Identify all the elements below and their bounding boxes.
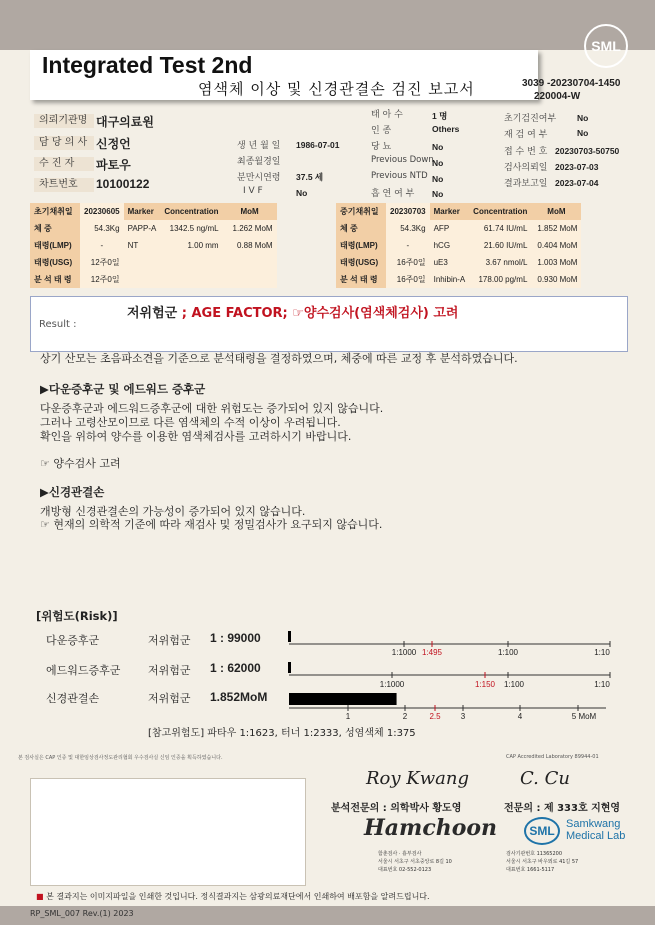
second-lmp-label: 태령(LMP) <box>336 237 386 254</box>
page-title: Integrated Test 2nd <box>42 52 253 78</box>
accreditation-note: 본 검사실은 CAP 인증 및 대한임상검사정도관리협회 우수검사실 신임 인증을 획득하였습니다. <box>18 755 223 761</box>
form-code: RP_SML_007 Rev.(1) 2023 <box>30 909 134 918</box>
institution-label: 의뢰기관명 <box>34 114 94 128</box>
report-date-label: 결과보고일 <box>504 179 548 189</box>
signature-1: Roy Kwang <box>366 768 469 789</box>
prev-down-label: Previous Down <box>371 155 434 165</box>
fetus-value: 1 명 <box>432 111 448 121</box>
report-id: 3039 -20230704-1450 <box>522 78 621 89</box>
diabetes-value: No <box>432 142 444 152</box>
first-usg-value: 12주0일 <box>80 254 124 271</box>
first-lmp-value: - <box>80 237 124 254</box>
footer-note: ■ 본 결과지는 이미지파일을 인쇄한 것입니다. 정식결과지는 삼광의료재단에서 인쇄하여 배포함을 알려드립니다. <box>36 892 430 901</box>
second-lmp-value: - <box>386 237 430 254</box>
risk-title: [위험도(Risk)] <box>36 609 118 623</box>
prev-ntd-label: Previous NTD <box>371 171 428 181</box>
samkwang-name-line: Samkwang <box>566 818 621 830</box>
intro-text: 상기 산모는 초음파소견을 기준으로 분석태령을 결정하였으며, 체중에 따른 교정 후 분석하였습니다. <box>40 352 518 365</box>
result-level: 저위험군 <box>127 306 178 321</box>
lab2-addr-line: 서울시 서초구 바우뫼로 41길 57 <box>506 859 579 865</box>
request-date-value: 2023-07-03 <box>555 162 599 172</box>
edwards-level: 저위험군 <box>148 664 191 677</box>
ntd-value-bar <box>289 693 397 705</box>
edwards-tick-label-cutoff: 1:150 <box>474 680 496 689</box>
retest-label: 재 검 여 부 <box>504 130 548 140</box>
last-period-label: 최종월경일 <box>237 157 281 167</box>
first-trimester-table <box>30 203 277 288</box>
second-conc-0: 61.74 IU/mL <box>469 220 531 237</box>
ntd-ratio: 1.852MoM <box>210 690 268 704</box>
receipt-value: 20230703-50750 <box>555 146 620 156</box>
first-lmp-label: 태령(LMP) <box>30 237 80 254</box>
birth-value: 1986-07-01 <box>296 140 340 150</box>
second-marker-0: AFP <box>430 220 470 237</box>
patient-value: 파토우 <box>96 158 131 172</box>
second-col-mom: MoM <box>531 203 581 220</box>
second-marker-2: uE3 <box>430 254 470 271</box>
hamchoon-logo: Hamchoon <box>364 815 498 841</box>
second-conc-1: 21.60 IU/mL <box>469 237 531 254</box>
first-col-conc: Concentration <box>160 203 222 220</box>
down-level: 저위험군 <box>148 634 191 647</box>
lab2-addr-line: 대표번호 1661-5117 <box>506 867 555 873</box>
receipt-label: 접 수 번 호 <box>504 147 548 157</box>
down-tick-label: 1:1000 <box>391 648 417 657</box>
footer-note-text: 본 결과지는 이미지파일을 인쇄한 것입니다. 정식결과지는 삼광의료재단에서 인쇄하여 배포함을 알려드립니다. <box>46 892 430 901</box>
risk-scale-graphic <box>280 628 620 720</box>
first-exam-label: 초기검진여부 <box>504 114 557 124</box>
first-col-mom: MoM <box>223 203 277 220</box>
down-tick-label: 1:10 <box>594 648 610 657</box>
institution-value: 대구의료원 <box>96 115 154 129</box>
request-date-label: 검사의뢰일 <box>504 163 548 173</box>
section-ntd-line: 개방형 신경관결손의 가능성이 증가되어 있지 않습니다. <box>40 505 306 518</box>
first-analysis-value: 12주0일 <box>80 271 124 288</box>
footer-band <box>0 906 655 925</box>
edwards-tick-label: 1:1000 <box>379 680 405 689</box>
first-usg-label: 태령(USG) <box>30 254 80 271</box>
ntd-tick-label-cutoff: 2.5 <box>429 712 441 721</box>
down-marker <box>288 631 291 642</box>
chart-label: 차트번호 <box>34 178 94 192</box>
second-conc-3: 178.00 pg/mL <box>469 271 531 288</box>
fetus-label: 태 아 수 <box>371 110 403 120</box>
second-col-conc: Concentration <box>469 203 531 220</box>
result-advice: ; AGE FACTOR; ☞양수검사(염색체검사) 고려 <box>181 306 459 321</box>
first-mom-1: 0.88 MoM <box>223 237 277 254</box>
edwards-tick-label: 1:100 <box>503 680 525 689</box>
section-down-edwards-advice: ☞ 양수검사 고려 <box>40 457 121 470</box>
page-subtitle: 염색체 이상 및 신경관결손 검진 보고서 <box>198 80 475 98</box>
patient-label: 수 진 자 <box>34 157 94 171</box>
doctor-label: 담 당 의 사 <box>34 136 94 150</box>
second-conc-2: 3.67 nmol/L <box>469 254 531 271</box>
ntd-tick-label: 4 <box>517 712 523 721</box>
section-down-edwards-title: ▶다운증후군 및 에드워드 증후군 <box>40 382 206 396</box>
smoking-value: No <box>432 189 444 199</box>
second-analysis-value: 16주0일 <box>386 271 430 288</box>
first-weight-value: 54.3Kg <box>80 220 124 237</box>
ntd-label: 신경관결손 <box>46 692 100 705</box>
second-weight-label: 체 중 <box>336 220 386 237</box>
cap-accreditation: CAP Accredited Laboratory 89944-01 <box>506 754 599 760</box>
doctor-value: 신정언 <box>96 137 131 151</box>
samkwang-name <box>566 818 625 842</box>
first-exam-value: No <box>577 113 589 123</box>
lab1-addr-line: 대표번호 02-552-0123 <box>378 867 432 873</box>
second-mom-0: 1.852 MoM <box>531 220 581 237</box>
prev-ntd-value: No <box>432 174 444 184</box>
lab2-addr-line: 검사기관번호 11365200 <box>506 851 563 857</box>
down-tick-label-cutoff: 1:495 <box>421 648 443 657</box>
edwards-ratio: 1 : 62000 <box>210 661 261 675</box>
analyst-title: 분석전문의 : 의학박사 황도영 <box>331 803 462 814</box>
result-label: Result : <box>39 319 77 330</box>
reference-risk: [참고위험도] 파타우 1:1623, 터너 1:2333, 성염색체 1:375 <box>148 728 416 739</box>
section-down-edwards-line: 다운증후군과 에드워드증후군에 대한 위험도는 증가되어 있지 않습니다. <box>40 402 384 415</box>
edwards-tick-label: 1:10 <box>594 680 610 689</box>
down-label: 다운증후군 <box>46 634 100 647</box>
first-col-marker: Marker <box>124 203 161 220</box>
ntd-tick-label: 1 <box>345 712 351 721</box>
first-date-label: 초기채취일 <box>30 203 80 220</box>
comment-box <box>30 778 306 886</box>
lab1-address <box>378 850 452 874</box>
birth-label: 생 년 월 일 <box>237 141 281 151</box>
section-down-edwards-line: 그러나 고령산모이므로 다른 염색체의 수적 이상이 우려됩니다. <box>40 416 341 429</box>
title-box <box>30 50 538 100</box>
ntd-tick-label: 3 <box>460 712 466 721</box>
first-weight-label: 체 중 <box>30 220 80 237</box>
chart-value: 10100122 <box>96 177 150 191</box>
second-mom-1: 0.404 MoM <box>531 237 581 254</box>
edwards-marker <box>288 662 291 673</box>
ivf-label: I V F <box>243 186 263 196</box>
section-down-edwards-line: 확인을 위하여 양수를 이용한 염색체검사를 고려하시기 바랍니다. <box>40 430 352 443</box>
second-analysis-label: 분 석 태 령 <box>336 271 386 288</box>
second-mom-2: 1.003 MoM <box>531 254 581 271</box>
second-date-label: 중기채취일 <box>336 203 386 220</box>
lab2-address <box>506 850 578 874</box>
first-date-value: 20230605 <box>80 203 124 220</box>
lab1-addr-line: 함춘검사 · 흉부검사 <box>378 851 422 857</box>
second-weight-value: 54.3Kg <box>386 220 430 237</box>
race-value: Others <box>432 124 460 134</box>
first-conc-0: 1342.5 ng/mL <box>160 220 222 237</box>
first-marker-1: NT <box>124 237 161 254</box>
first-conc-1: 1.00 mm <box>160 237 222 254</box>
result-summary <box>127 302 458 321</box>
smoking-label: 흡 연 여 부 <box>371 189 415 199</box>
diabetes-label: 당 뇨 <box>371 142 392 152</box>
down-ratio: 1 : 99000 <box>210 631 261 645</box>
ntd-tick-label: 2 <box>402 712 408 721</box>
lab1-addr-line: 서울시 서초구 서초중앙로 8길 10 <box>378 859 452 865</box>
race-label: 인 종 <box>371 126 392 136</box>
sml-logo-bottom: SML <box>524 817 560 845</box>
header-band <box>0 0 655 50</box>
retest-value: No <box>577 128 589 138</box>
sml-logo: SML <box>584 24 628 68</box>
ntd-level: 저위험군 <box>148 692 191 705</box>
signature-2: C. Cu <box>520 768 570 789</box>
edwards-label: 에드워드증후군 <box>46 664 121 677</box>
prev-down-value: No <box>432 158 444 168</box>
second-usg-label: 태령(USG) <box>336 254 386 271</box>
second-trimester-table <box>336 203 581 288</box>
report-id-suffix: 220004-W <box>534 91 581 102</box>
section-ntd-title: ▶신경관결손 <box>40 485 105 499</box>
second-marker-3: Inhibin-A <box>430 271 470 288</box>
ivf-value: No <box>296 188 308 198</box>
specialist-title: 전문의 : 제 333호 지현영 <box>504 803 621 814</box>
first-mom-0: 1.262 MoM <box>223 220 277 237</box>
second-col-marker: Marker <box>430 203 470 220</box>
down-tick-label: 1:100 <box>497 648 519 657</box>
age-label: 분만시연령 <box>237 173 281 183</box>
first-marker-0: PAPP-A <box>124 220 161 237</box>
second-usg-value: 16주0일 <box>386 254 430 271</box>
second-marker-1: hCG <box>430 237 470 254</box>
report-date-value: 2023-07-04 <box>555 178 599 188</box>
samkwang-name-line: Medical Lab <box>566 830 626 842</box>
result-box <box>30 296 628 352</box>
age-value: 37.5 세 <box>296 172 324 182</box>
second-mom-3: 0.930 MoM <box>531 271 581 288</box>
first-analysis-label: 분 석 태 령 <box>30 271 80 288</box>
section-ntd-line: ☞ 현재의 의학적 기준에 따라 재검사 및 정밀검사가 요구되지 않습니다. <box>40 518 383 531</box>
second-date-value: 20230703 <box>386 203 430 220</box>
ntd-tick-label: 5 MoM <box>571 712 597 721</box>
